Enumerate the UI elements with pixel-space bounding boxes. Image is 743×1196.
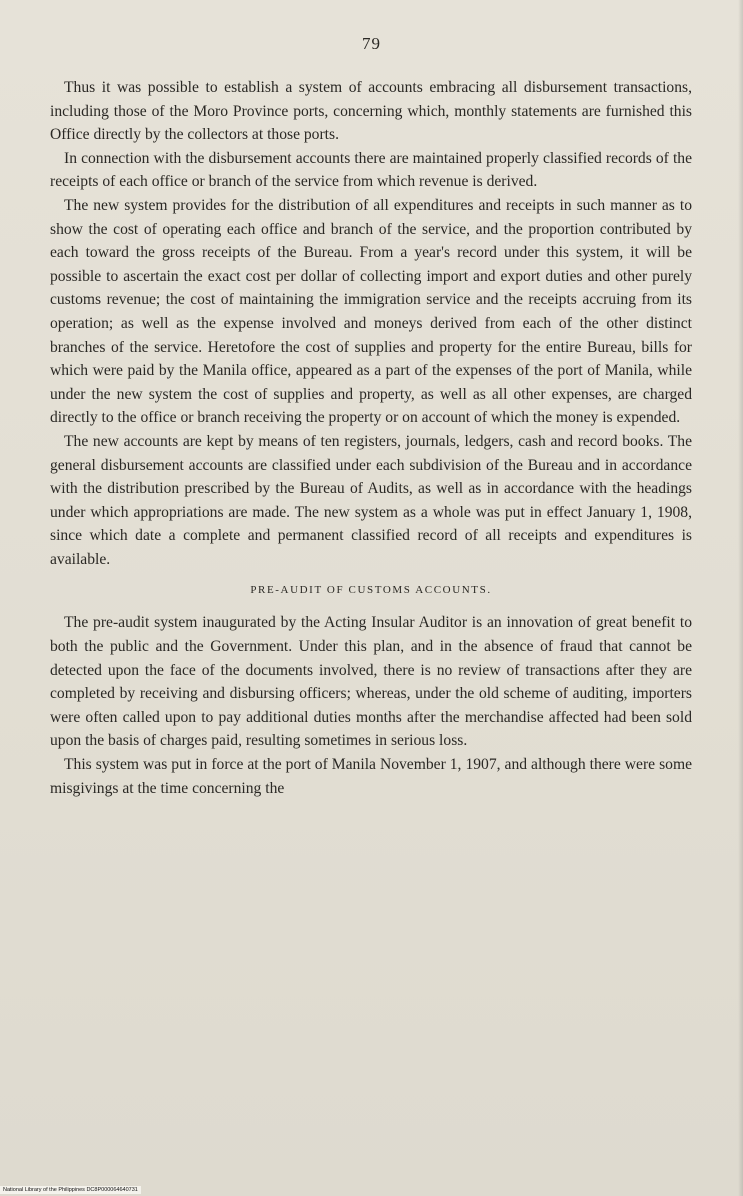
page-number: 79 <box>362 34 381 53</box>
heading-gap <box>50 571 692 573</box>
paragraph-receipts-records: In connection with the disbursement accounts there are maintained properly classified records of the receipts of each office or branch of the service from which revenue is derived. <box>50 149 692 191</box>
paragraph-registers-ledgers: The new accounts are kept by means of ten registers, journals, ledgers, cash and record books. The general disbursement accounts are classified under each subdivision of the Bureau and in accordance with the distribution prescribed by the Bureau of Audits, as well as in accordance with the headings under which appropriations are made. The new system as a whole was put in effect January 1, 1908, since which date a complete and permanent classified record of all receipts and expenditures is available. <box>50 432 692 568</box>
body-text <box>50 76 692 800</box>
paragraph-accounts-system: Thus it was possible to establish a system of accounts embracing all disbursement transactions, including those of the Moro Province ports, concerning which, monthly statements are furnished this Office directly by the collectors at those ports. <box>50 79 692 144</box>
paragraph-manila-port: This system was put in force at the port of Manila November 1, 1907, and although there were some misgivings at the time concerning the <box>50 756 692 797</box>
footer-watermark: National Library of the Philippines DC8P000064640731 <box>0 1186 141 1194</box>
section-heading: PRE-AUDIT OF CUSTOMS ACCOUNTS. <box>250 584 492 597</box>
page-edge-shadow <box>738 0 743 1196</box>
paragraph-pre-audit-system: The pre-audit system inaugurated by the Acting Insular Auditor is an innovation of great benefit to both the public and the Government. Under this plan, and in the absence of fraud that cannot be detected upon the face of the documents involved, there is no review of transactions after they are completed by receiving and disbursing officers; whereas, under the old scheme of auditing, importers were often called upon to pay additional duties months after the merchandise affected had been sold upon the basis of charges paid, resulting sometimes in serious loss. <box>50 614 692 750</box>
paragraph-distribution-expenditures: The new system provides for the distribution of all expenditures and receipts in such manner as to show the cost of operating each office and branch of the service, and the proportion contributed by each toward the gross receipts of the Bureau. From a year's record under this system, it will be possible to ascertain the exact cost per dollar of collecting import and export duties and other purely customs revenue; the cost of maintaining the immigration service and the receipts accruing from its operation; as well as the expense involved and moneys derived from each of the other distinct branches of the service. Heretofore the cost of supplies and property for the entire Bureau, bills for which were paid by the Manila office, appeared as a part of the expenses of the port of Manila, while under the new system the cost of supplies and property, as well as all other expenses, are charged directly to the office or branch receiving the property or on account of which the money is expended. <box>50 196 692 427</box>
